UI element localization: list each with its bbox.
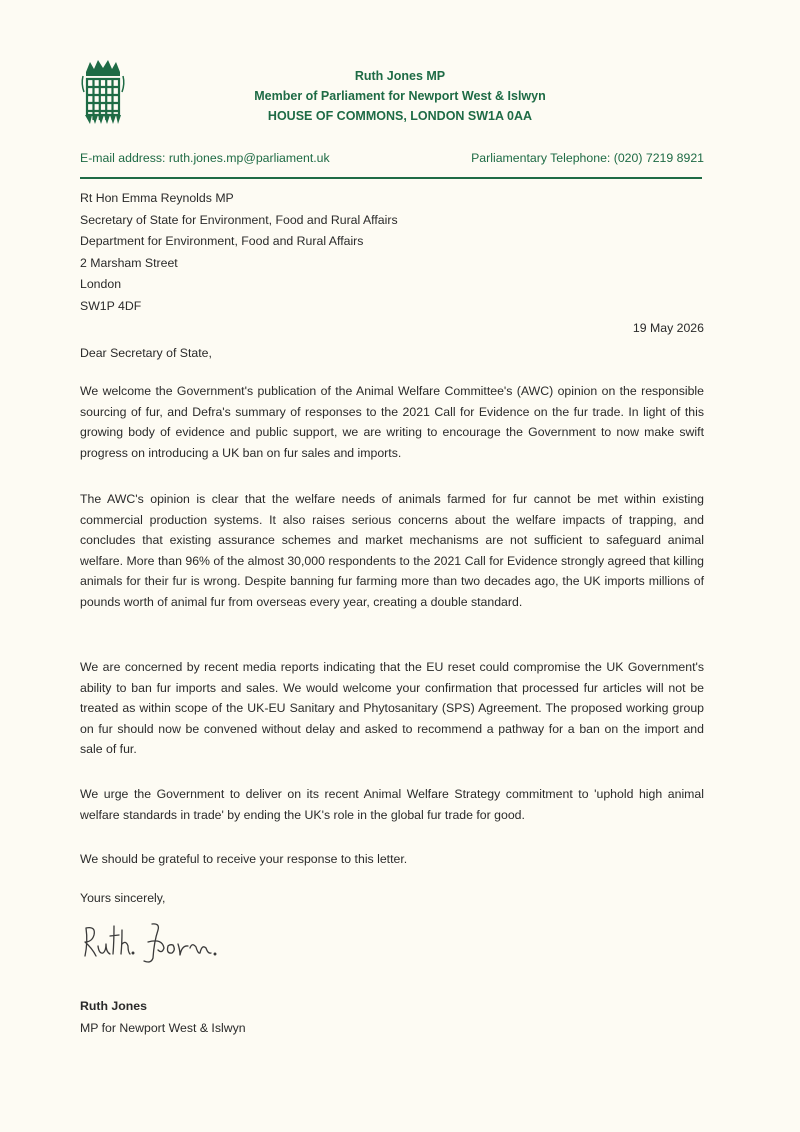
mp-name: Ruth Jones MP: [354, 69, 446, 83]
recipient-line: Rt Hon Emma Reynolds MP: [80, 191, 234, 205]
handwritten-signature: [80, 920, 230, 966]
recipient-line: Department for Environment, Food and Rural Affairs: [80, 234, 364, 248]
body-paragraph: The AWC's opinion is clear that the welfare needs of animals farmed for fur cannot be met within existing commercial production systems. It also raises serious concerns about the welfare impacts of trapping, and concludes that existing assurance schemes and market mechanisms are not sufficient to safeguard animal welfare. More than 96% of the almost 30,000 respondents to the 2021 Call for Evidence strongly agreed that killing animals for their fur is wrong. Despite banning fur farming more than two decades ago, the UK imports millions of pounds worth of animal fur from overseas every year, creating a double standard.: [80, 492, 704, 609]
recipient-line: 2 Marsham Street: [80, 255, 178, 270]
signer-name: Ruth Jones: [80, 999, 147, 1013]
letterhead: [0, 66, 800, 126]
body-paragraph: We welcome the Government's publication of the Animal Welfare Committee's (AWC) opinion on the responsible sourcing of fur, and Defra's summary of responses to the 2021 Call for Evidence on the fur trade. In light of this growing body of evidence and public support, we are writing to encourage the Government to now make swift progress on introducing a UK ban on fur sales and imports.: [80, 384, 704, 460]
mp-title: Member of Parliament for Newport West & Islwyn: [254, 89, 546, 103]
recipient-line: London: [80, 277, 122, 291]
recipient-line: Secretary of State for Environment, Food and Rural Affairs: [80, 212, 398, 227]
recipient-address: [80, 188, 398, 317]
telephone-number: Parliamentary Telephone: (020) 7219 8921: [471, 151, 704, 165]
body-paragraph: We should be grateful to receive your response to this letter.: [80, 852, 408, 866]
header-divider: [80, 177, 702, 179]
closing: Yours sincerely,: [80, 891, 166, 905]
letter-date: 19 May 2026: [632, 321, 704, 335]
body-paragraph: We are concerned by recent media reports indicating that the EU reset could compromise the UK Government's ability to ban fur imports and sales. We would welcome your confirmation that processed fur articles will not be treated as within scope of the UK-EU Sanitary and Phytosanitary (SPS) Agreement. The proposed working group on fur should now be convened without delay and asked to recommend a pathway for a ban on the import and sale of fur.: [80, 660, 704, 756]
office-address: HOUSE OF COMMONS, LONDON SW1A 0AA: [267, 109, 533, 123]
signer-role: MP for Newport West & Islwyn: [80, 1021, 246, 1035]
email-address: E-mail address: ruth.jones.mp@parliament.uk: [80, 151, 330, 165]
recipient-line: SW1P 4DF: [80, 298, 142, 313]
salutation: Dear Secretary of State,: [80, 346, 212, 360]
body-paragraph: We urge the Government to deliver on its recent Animal Welfare Strategy commitment to 'uphold high animal welfare standards in trade' by ending the UK's role in the global fur trade for good.: [80, 787, 704, 822]
